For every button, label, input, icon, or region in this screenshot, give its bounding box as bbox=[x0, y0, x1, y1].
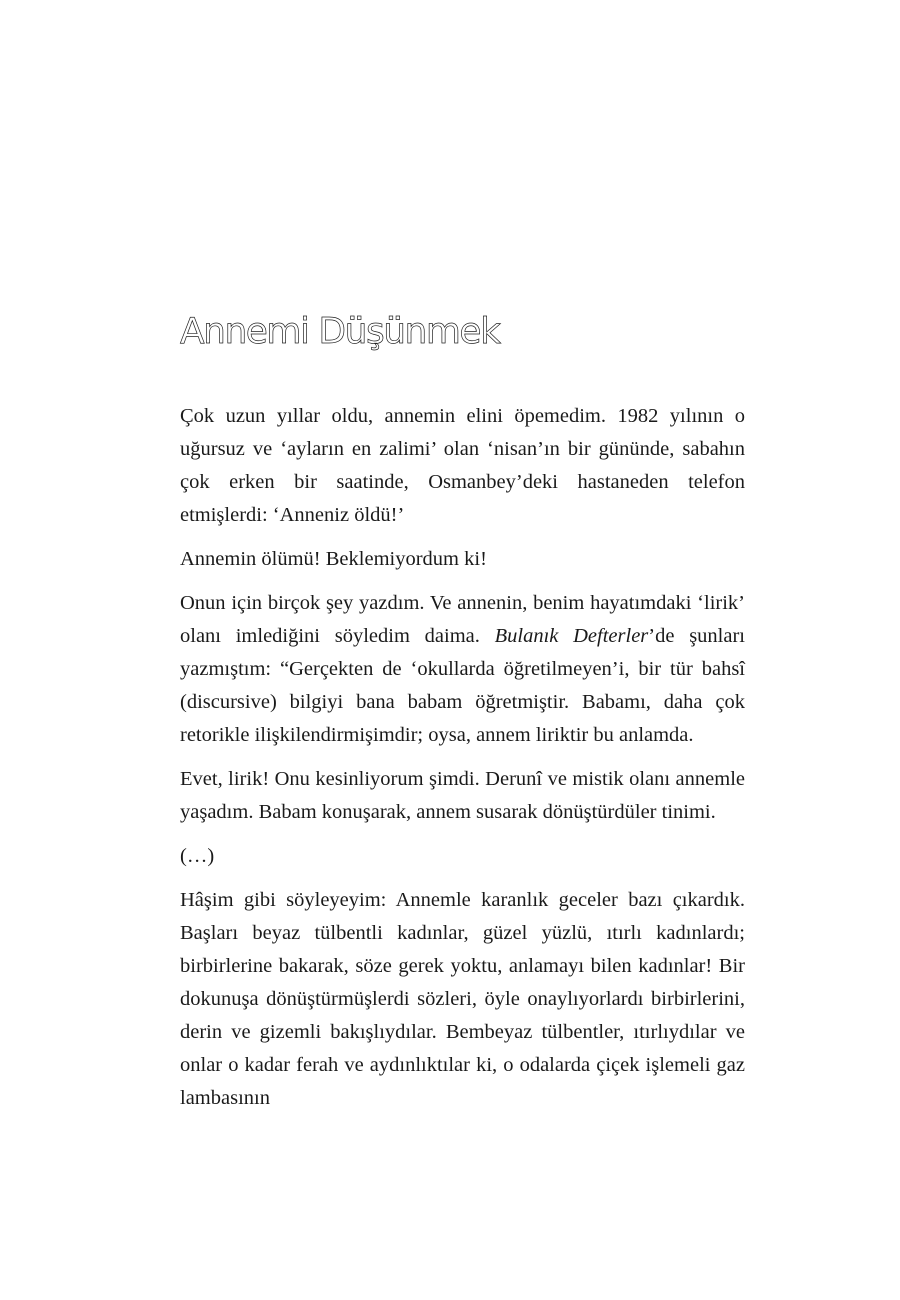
book-title-italic: Bulanık Defterler bbox=[494, 625, 649, 647]
paragraph-4: Evet, lirik! Onu kesinliyorum şimdi. Derunî ve mistik olanı annemle yaşadım. Babam konuşarak, annem susarak dönüştürdüler tinimi. bbox=[180, 768, 745, 823]
paragraph-3-text-end: ’de şunları yazmıştım: “Gerçekten de ‘okullarda öğretilmeyen’i, bir tür bahsî (discursive) bilgiyi bana babam öğretmiştir. Babamı, daha çok retorikle ilişkilendirmişimdir; oysa, annem liriktir bu anlamda. bbox=[180, 625, 745, 746]
paragraph-3-text-start: Onun için birçok şey yazdım. Ve annenin, benim hayatımdaki ‘lirik’ olanı imlediğini söyledim daima. bbox=[180, 592, 745, 647]
paragraph-6: Hâşim gibi söyleyeyim: Annemle karanlık geceler bazı çıkardık. Başları beyaz tülbentli kadınlar, güzel yüzlü, ıtırlı kadınlardı; birbirlerine bakarak, söze gerek yoktu, anlamayı bilen kadınlar! Bir dokunuşa dönüştürmüşlerdi sözleri, öyle onaylıyorlardı birbirlerini, derin ve gizemli bakışlıydılar. Bembeyaz tülbentler, ıtırlıydılar ve onlar o kadar ferah ve aydınlıktılar ki, o odalarda çiçek işlemeli gaz lambasının bbox=[180, 889, 745, 1109]
ellipsis-paragraph: (…) bbox=[180, 845, 215, 867]
chapter-title: Annemi Düşünmek bbox=[180, 311, 500, 352]
paragraph-3 bbox=[180, 587, 745, 752]
paragraph-2: Annemin ölümü! Beklemiyordum ki! bbox=[180, 548, 487, 570]
chapter-body bbox=[180, 400, 745, 1115]
paragraph-1: Çok uzun yıllar oldu, annemin elini öpemedim. 1982 yılının o uğursuz ve ‘ayların en zalimi’ olan ‘nisan’ın bir gününde, sabahın çok erken bir saatinde, Osmanbey’deki hastaneden telefon etmişlerdi: ‘Anneniz öldü!’ bbox=[180, 405, 745, 526]
